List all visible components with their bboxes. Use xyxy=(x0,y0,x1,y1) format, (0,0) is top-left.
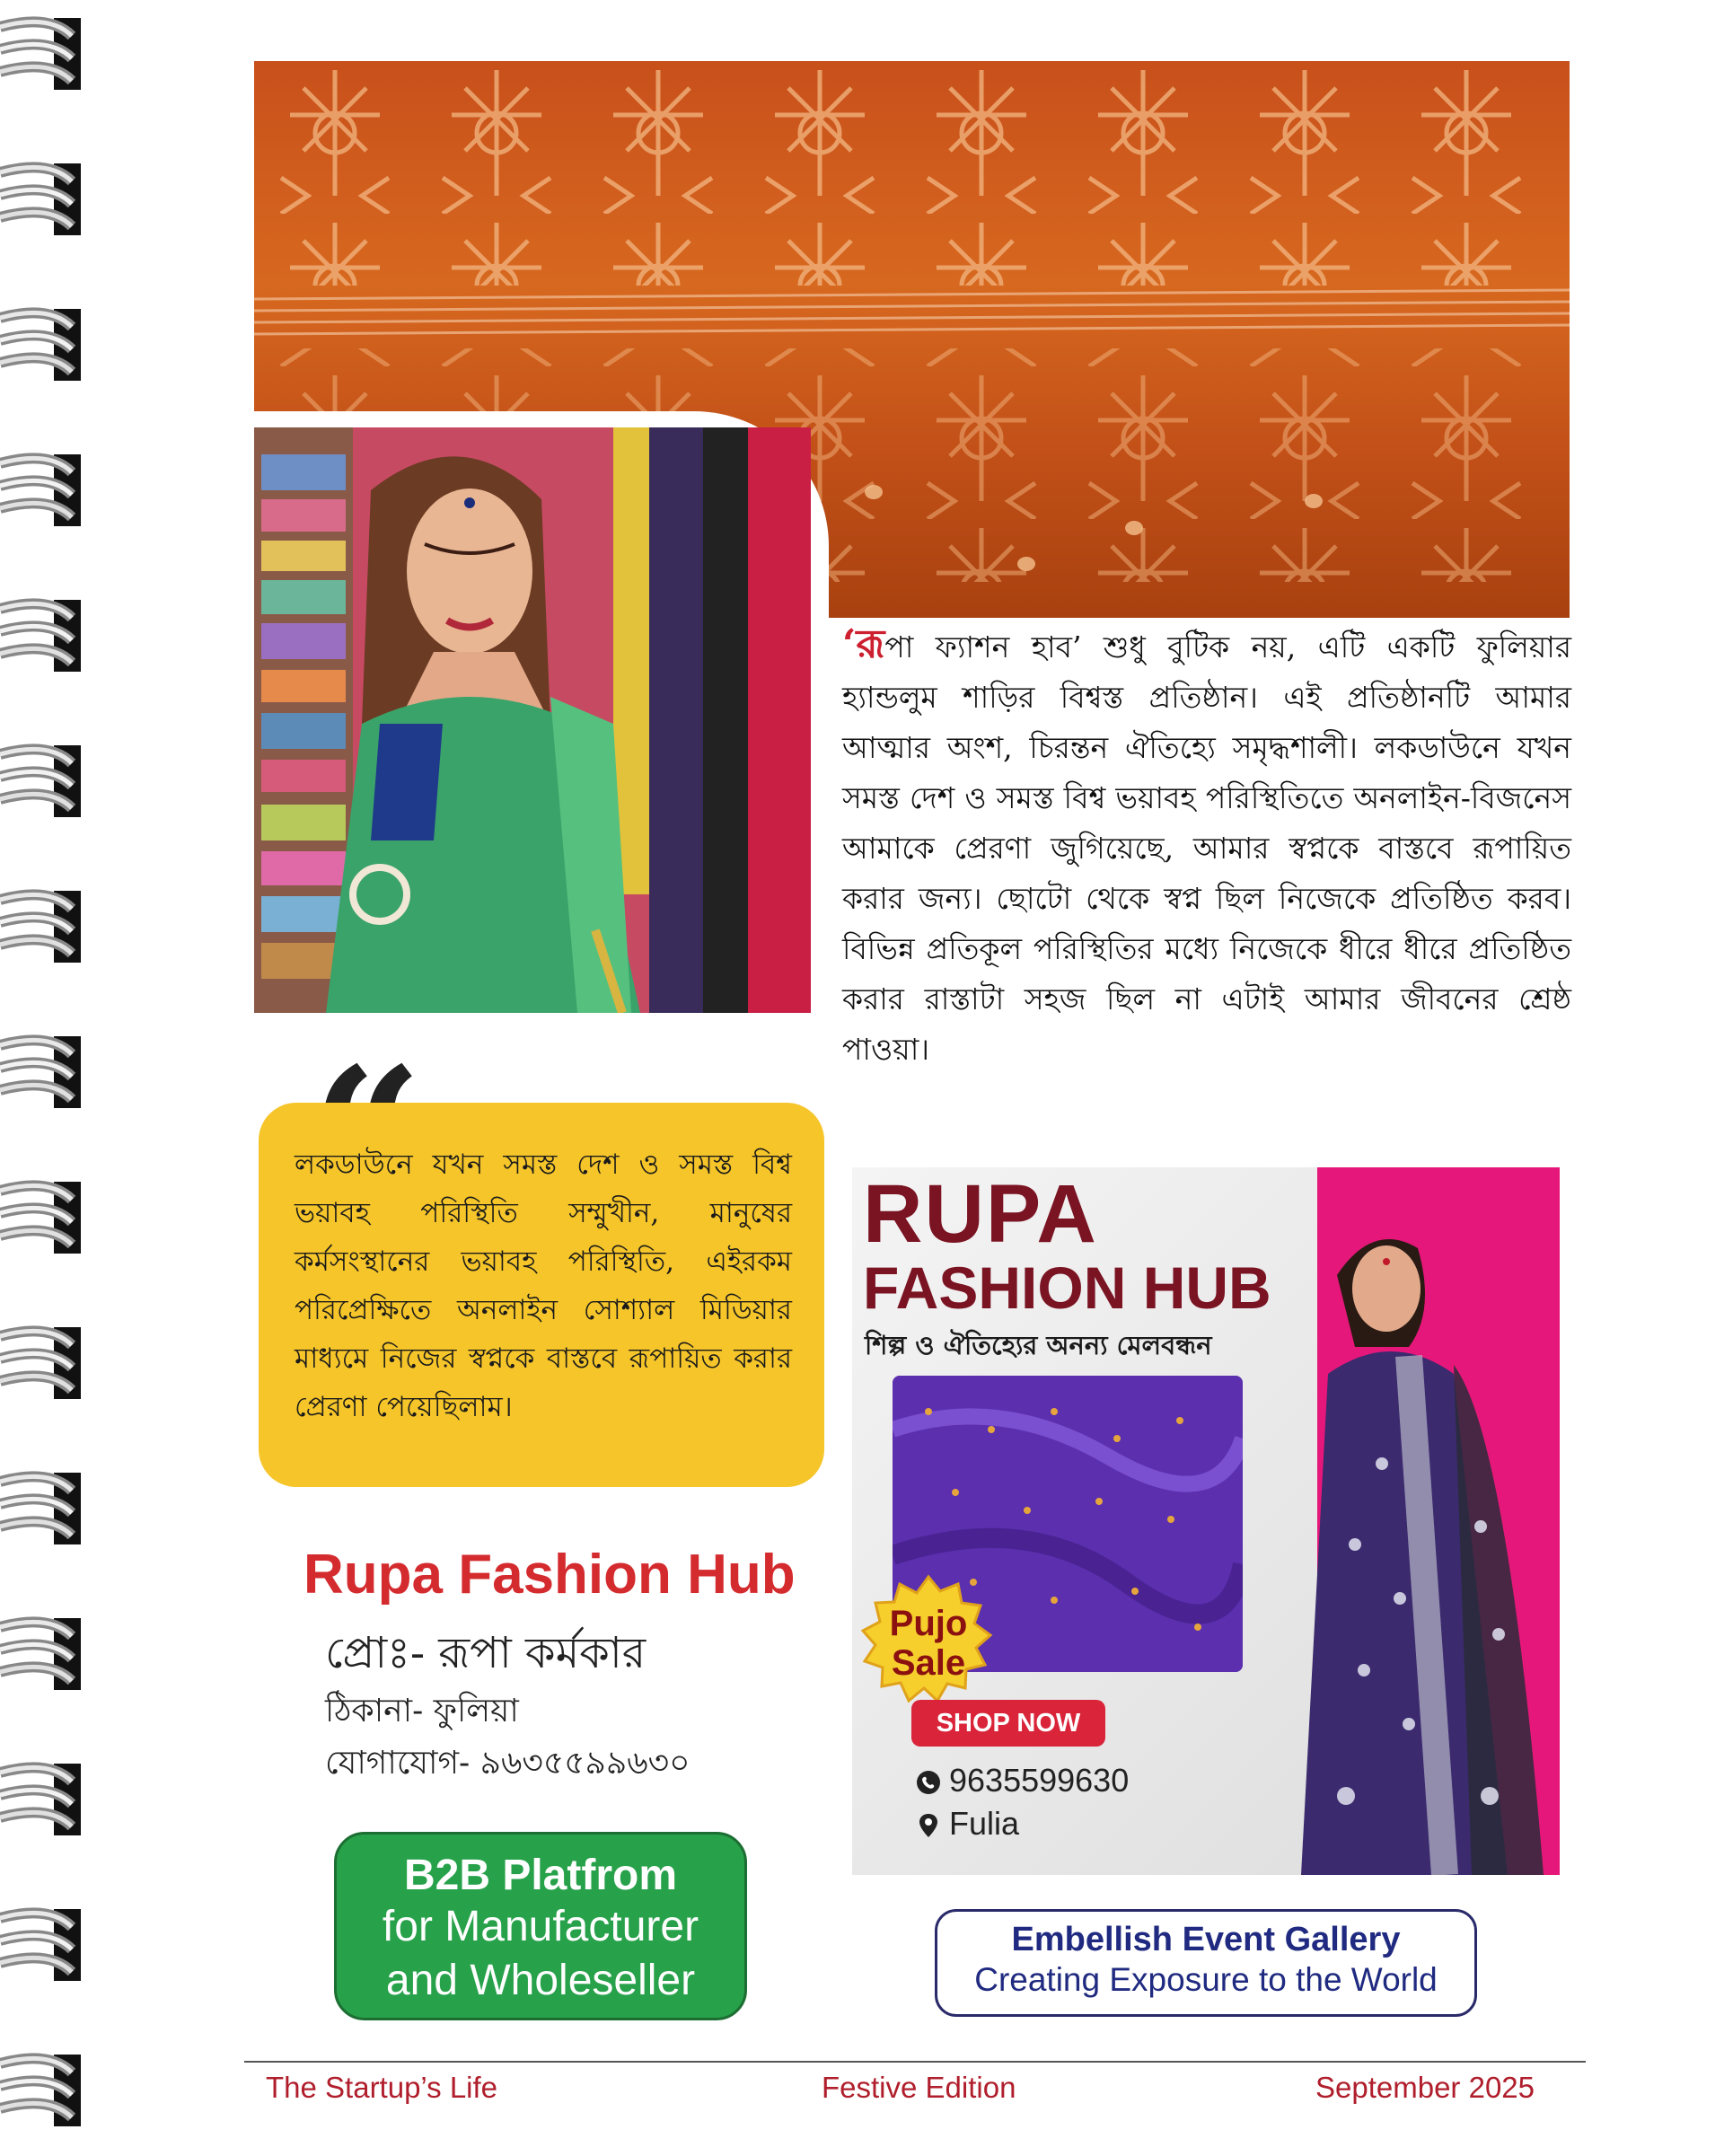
spiral-binding xyxy=(0,0,85,2156)
brand-name: Rupa Fashion Hub xyxy=(303,1544,796,1606)
ad-model-photo xyxy=(1274,1167,1560,1875)
footer-date: September 2025 xyxy=(1315,2071,1535,2104)
ad-title-fashion-hub: FASHION HUB xyxy=(863,1254,1271,1321)
article-body xyxy=(842,620,1571,1122)
spiral-ring xyxy=(0,9,85,94)
ad-phone xyxy=(915,1762,1129,1800)
spiral-ring xyxy=(0,154,85,240)
pujo-sale-badge xyxy=(861,1573,996,1708)
spiral-ring xyxy=(0,1609,85,1694)
ad-phone-text: 9635599630 xyxy=(949,1762,1130,1799)
pull-quote-text: লকডাউনে যখন সমস্ত দেশ ও সমস্ত বিশ্ব ভয়াবহ পরিস্থিতি সম্মুখীন, মানুষের কর্মসংস্থানের ভয়াবহ পরিস্থিতি, এইরকম পরিপ্রেক্ষিতে অনলাইন সোশ্যাল মিডিয়ার মাধ্যমে নিজের স্বপ্নকে বাস্তবে রূপায়িত করার প্রেরণা পেয়েছিলাম। xyxy=(295,1148,792,1423)
b2b-platform-badge xyxy=(334,1832,747,2020)
rupa-fashion-hub-advertisement xyxy=(852,1167,1560,1875)
b2b-line-2: for Manufacturer xyxy=(382,1903,699,1950)
spiral-ring xyxy=(0,736,85,822)
spiral-ring xyxy=(0,1173,85,1258)
phone-number: যোগাযোগ- ৯৬৩৫৫৯৯৬৩০ xyxy=(325,1745,690,1782)
article-dropcap: ‘রূ xyxy=(842,621,885,667)
spiral-ring xyxy=(0,882,85,967)
footer-publication: The Startup’s Life xyxy=(266,2071,498,2104)
ad-location xyxy=(915,1805,1019,1843)
pujo-badge-line-1: Pujo xyxy=(889,1604,968,1643)
spiral-ring xyxy=(0,591,85,676)
spiral-ring xyxy=(0,1027,85,1113)
ad-tagline: শিল্প ও ঐতিহ্যের অনন্য মেলবন্ধন xyxy=(865,1330,1212,1360)
footer-edition: Festive Edition xyxy=(822,2071,1016,2104)
spiral-ring xyxy=(0,1755,85,1840)
pujo-badge-line-2: Sale xyxy=(891,1643,966,1683)
shop-now-button[interactable]: SHOP NOW xyxy=(911,1700,1105,1747)
b2b-line-3: and Wholeseller xyxy=(385,1957,696,2004)
location-pin-icon xyxy=(915,1812,942,1839)
embellish-title: Embellish Event Gallery xyxy=(1011,1921,1401,1958)
owner-name: প্রোঃ- রূপা কর্মকার xyxy=(325,1628,646,1678)
footer-divider xyxy=(244,2061,1586,2063)
embellish-event-gallery-box xyxy=(935,1909,1477,2017)
spiral-ring xyxy=(0,1900,85,1985)
spiral-ring xyxy=(0,1318,85,1404)
b2b-line-1: B2B Platfrom xyxy=(403,1852,678,1899)
address: ঠিকানা- ফুলিয়া xyxy=(325,1693,519,1729)
spiral-ring xyxy=(0,300,85,385)
article-text: পা ফ্যাশন হাব’ শুধু বুটিক নয়, এটি একটি ফুলিয়ার হ্যান্ডলুম শাড়ির বিশ্বস্ত প্রতিষ্ঠান। এই প্রতিষ্ঠানটি আমার আত্মার অংশ, চিরন্তন ঐতিহ্যে সমৃদ্ধশালী। লকডাউনে যখন সমস্ত দেশ ও সমস্ত বিশ্ব ভয়াবহ পরিস্থিতিতে অনলাইন-বিজনেস আমাকে প্রেরণা জুগিয়েছে, আমার স্বপ্নকে বাস্তবে রূপায়িত করার জন্য। ছোটো থেকে স্বপ্ন ছিল নিজেকে প্রতিষ্ঠিত করব। বিভিন্ন প্রতিকূল পরিস্থিতির মধ্যে নিজেকে ধীরে ধীরে প্রতিষ্ঠিত করার রাস্তাটা সহজ ছিল না এটাই আমার জীবনের শ্রেষ্ঠ পাওয়া। xyxy=(842,629,1571,1067)
ad-title-rupa: RUPA xyxy=(863,1168,1098,1260)
phone-icon xyxy=(915,1769,942,1796)
spiral-ring xyxy=(0,2046,85,2131)
spiral-ring xyxy=(0,445,85,531)
ad-location-text: Fulia xyxy=(949,1805,1020,1842)
portrait-photo xyxy=(254,427,811,1013)
embellish-subtitle: Creating Exposure to the World xyxy=(974,1961,1438,1998)
spiral-ring xyxy=(0,1464,85,1549)
pull-quote xyxy=(259,1103,824,1487)
